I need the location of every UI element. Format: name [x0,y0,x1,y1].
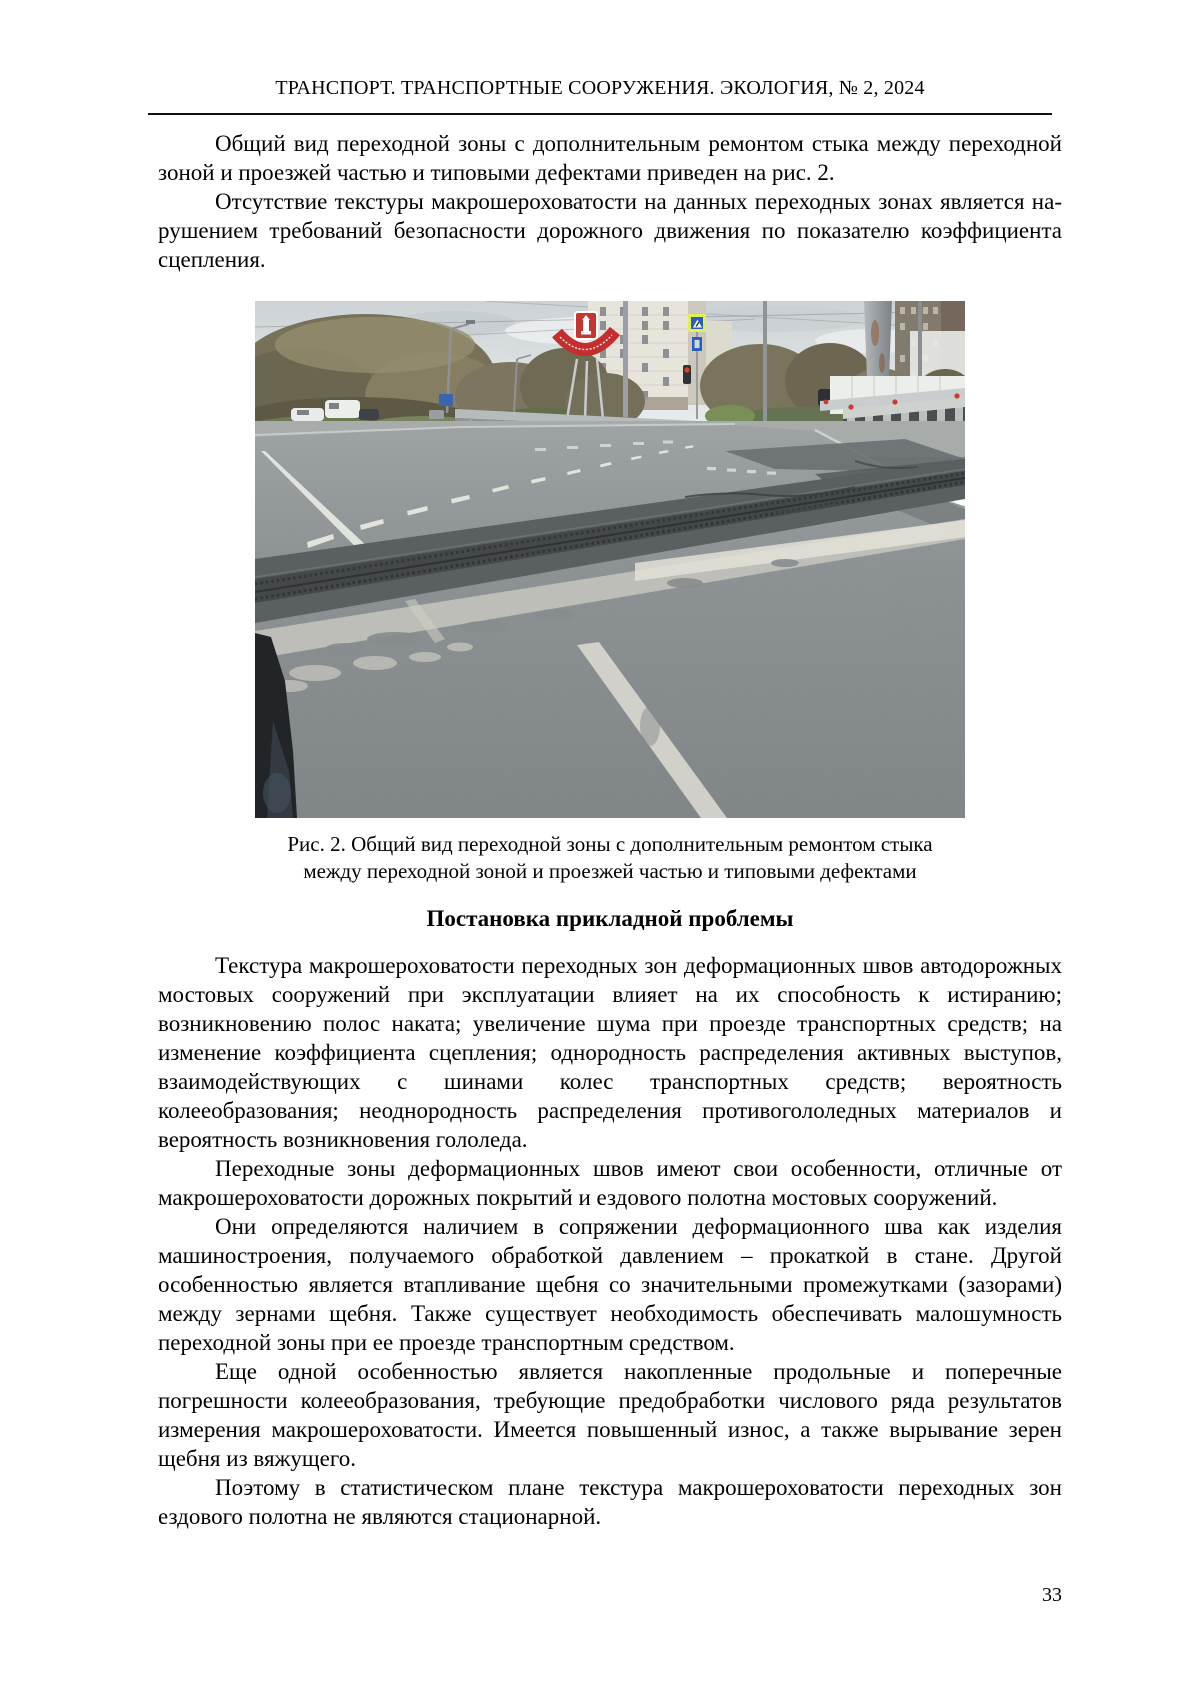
traffic-light [683,365,691,384]
road-intersection-photo [255,301,965,818]
section-heading: Постановка прикладной проблемы [426,906,794,931]
intro-paragraph: Общий вид переходной зоны с дополнительным ремонтом стыка между переходной зоной и проезжей частью и типовыми дефектами приведен на рис. 2. [158,131,1062,185]
blue-sign [439,394,453,406]
journal-header-title: ТРАНСПОРТ. ТРАНСПОРТНЫЕ СООРУЖЕНИЯ. ЭКОЛОГИЯ, № 2, 2024 [275,77,925,99]
figure-2-photo [255,301,965,818]
intro-paragraph: Отсутствие текстуры макрошероховатости на данных переходных зонах является нарушением требований безопасности дорожного движения по показателю коэффициента сцепления. [158,189,1062,272]
section-paragraph: Они определяются наличием в сопряжении деформационного шва как изделия машиностроения, получаемого обработкой давлением – прокаткой в стане. Другой особенностью является втапливание щебня со значительными промежутками (зазорами) между зернами щебня. Также существует необходимость обеспечивать малошумность переходной зоны при ее проезде транспортным средством. [158,1214,1062,1355]
figure-2-block [158,301,1062,885]
figure-caption-line2: между переходной зоной и проезжей частью и типовыми дефектами [303,859,917,883]
figure-caption [158,831,1062,885]
page-number: 33 [1042,1584,1062,1606]
header-rule [148,113,1052,115]
page-content [158,129,1062,1531]
section-paragraph: Поэтому в статистическом плане текстура макрошероховатости переходных зон ездового полотна не являются стационарной. [158,1475,1062,1529]
section-paragraph: Еще одной особенностью является накопленные продольные и поперечные погрешности колееобразования, требующие предобработки числового ряда результатов измерения макрошероховатости. Имеется повышенный износ, а также вырывание зерен щебня из вяжущего. [158,1359,1062,1471]
section-body [158,951,1062,1531]
section-paragraph: Текстура макрошероховатости переходных зон деформационных швов автодорожных мостовых сооружений при эксплуатации влияет на их способность к истиранию; возникновению полос наката; увеличение шума при проезде транспортных средств; на изменение коэффициента сцепления; однородность распределения активных выступов, взаимодействующих с шинами колес транспортных средств; вероятность колееобразования; неоднородность распределения противогололедных материалов и вероятность возникновения гололеда. [158,953,1062,1152]
section-paragraph: Переходные зоны деформационных швов имеют свои особенности, отличные от макрошероховатости дорожных покрытий и ездового полотна мостовых сооружений. [158,1156,1062,1210]
figure-caption-line1: Рис. 2. Общий вид переходной зоны с дополнительным ремонтом стыка [287,832,933,856]
small-sign [510,348,520,356]
